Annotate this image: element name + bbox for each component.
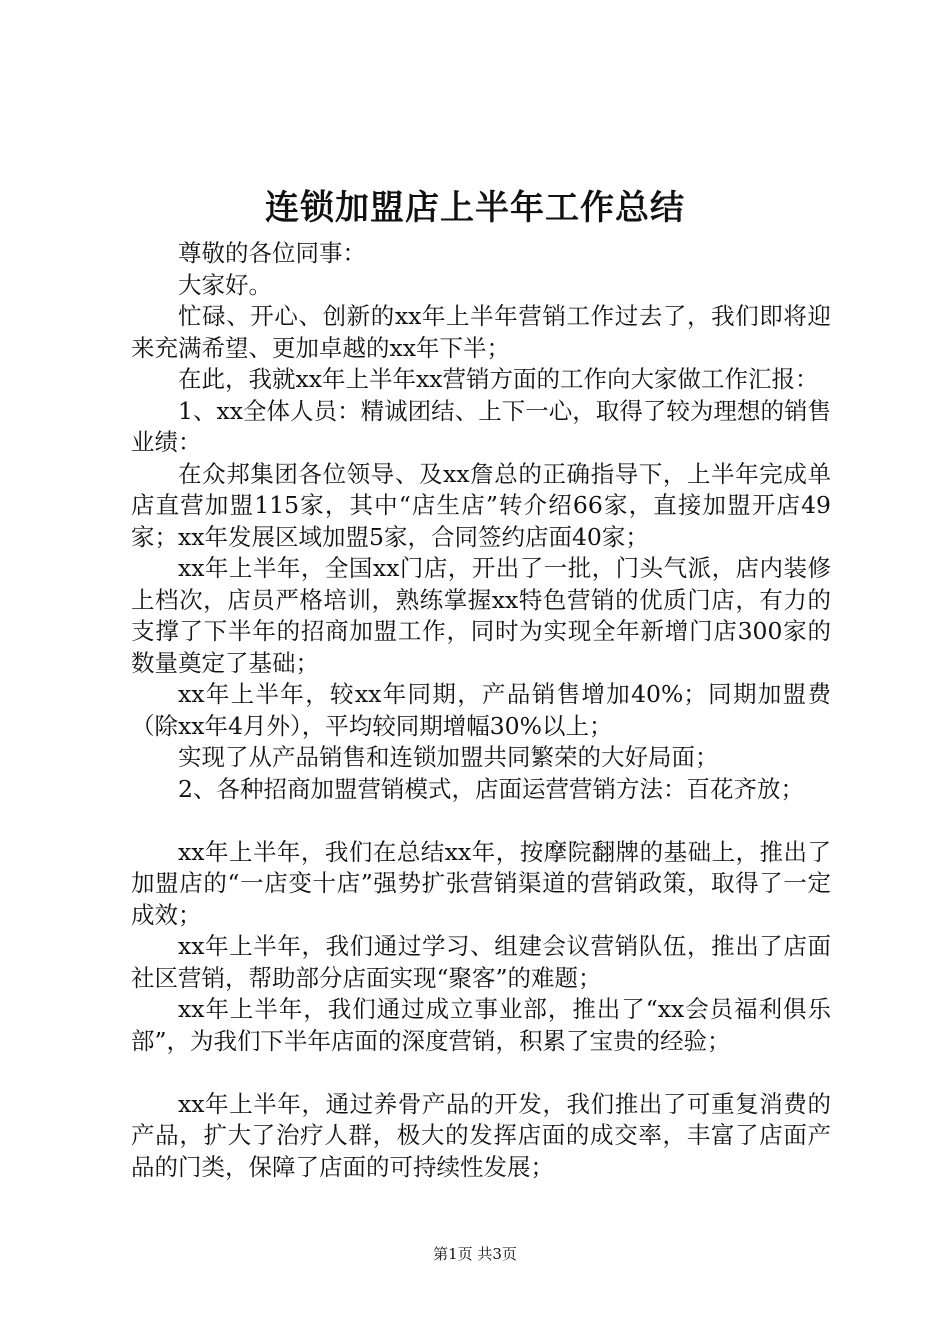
paragraph-section-2: 2、各种招商加盟营销模式，店面运营营销方法：百花齐放； <box>178 774 804 803</box>
document-body <box>131 238 831 1183</box>
paragraph-product-development: xx年上半年，通过养骨产品的开发，我们推出了可重复消费的产品，扩大了治疗人群，极大的发挥店面的成交率，丰富了店面产品的门类，保障了店面的可持续性发展； <box>131 1089 831 1181</box>
paragraph-report-lead: 在此，我就xx年上半年xx营销方面的工作向大家做工作汇报： <box>178 365 819 393</box>
paragraph-spacer <box>131 805 831 837</box>
paragraph-greeting: 大家好。 <box>178 270 272 299</box>
document-title: 连锁加盟店上半年工作总结 <box>265 188 685 228</box>
paragraph-section-1: 1、xx全体人员：精诚团结、上下一心，取得了较为理想的销售业绩： <box>131 396 831 456</box>
paragraph-franchise-results: 在众邦集团各位领导、及xx詹总的正确指导下，上半年完成单店直营加盟115家，其中“店生店”转介绍66家，直接加盟开店49家；xx年发展区域加盟5家，合同签约店面40家； <box>131 459 831 551</box>
paragraph-prosperity: 实现了从产品销售和连锁加盟共同繁荣的大好局面； <box>178 743 719 771</box>
paragraph-sales-growth: xx年上半年，较xx年同期，产品销售增加40%；同期加盟费（除xx年4月外），平均较同期增幅30%以上； <box>131 680 831 740</box>
paragraph-salutation: 尊敬的各位同事： <box>178 239 366 267</box>
page-number-footer: 第1页 共3页 <box>433 1245 517 1263</box>
paragraph-spacer <box>131 1057 831 1089</box>
paragraph-expansion-policy: xx年上半年，我们在总结xx年，按摩院翻牌的基础上，推出了加盟店的“一店变十店”强势扩张营销渠道的营销政策，取得了一定成效； <box>131 837 831 929</box>
paragraph-member-club: xx年上半年，我们通过成立事业部，推出了“xx会员福利俱乐部”，为我们下半年店面的深度营销，积累了宝贵的经验； <box>131 995 831 1055</box>
paragraph-store-openings: xx年上半年，全国xx门店，开出了一批，门头气派，店内装修上档次，店员严格培训，熟练掌握xx特色营销的优质门店，有力的支撑了下半年的招商加盟工作，同时为实现全年新增门店300家的数量奠定了基础； <box>131 554 831 677</box>
paragraph-intro: 忙碌、开心、创新的xx年上半年营销工作过去了，我们即将迎来充满希望、更加卓越的xx年下半； <box>131 302 831 362</box>
paragraph-community-marketing: xx年上半年，我们通过学习、组建会议营销队伍，推出了店面社区营销，帮助部分店面实现“聚客”的难题； <box>131 932 831 992</box>
